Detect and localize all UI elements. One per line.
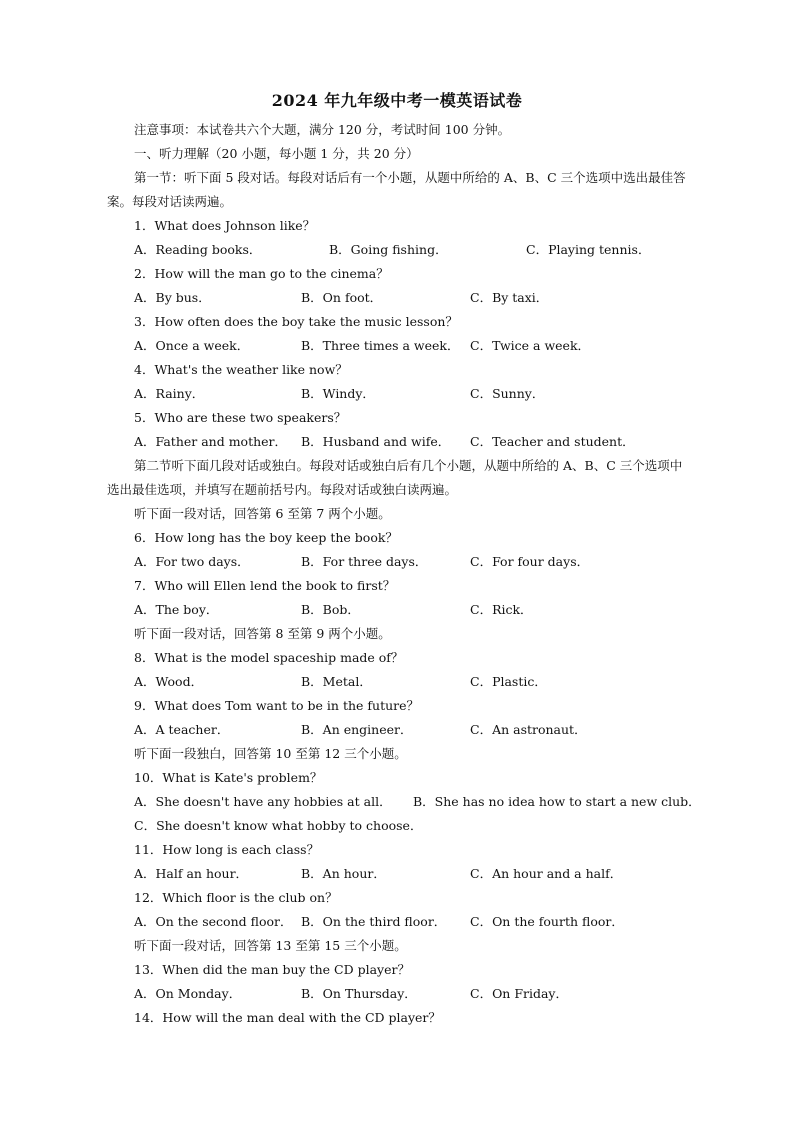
option-c: C．Plastic． — [470, 674, 547, 689]
option-c: C．On Friday． — [470, 986, 568, 1001]
option-a: A．On the second floor． — [134, 914, 293, 929]
option-c: C．An hour and a half． — [470, 866, 623, 881]
option-c: C．She doesn't know what hobby to choose． — [134, 818, 423, 833]
question-13: 13．When did the man buy the CD player？ — [134, 962, 410, 977]
question-8: 8．What is the model spaceship made of？ — [134, 650, 404, 665]
options-10-c — [107, 814, 687, 838]
options-6 — [107, 550, 687, 574]
option-a: A．She doesn't have any hobbies at all． — [134, 794, 392, 809]
instruction-6-7: 听下面一段对话，回答第 6 至第 7 两个小题。 — [134, 506, 391, 521]
option-b: B．Three times a week． — [301, 338, 460, 353]
option-c: C．Teacher and student． — [470, 434, 635, 449]
option-b: B．Bob． — [301, 602, 360, 617]
instruction-8-9: 听下面一段对话，回答第 8 至第 9 两个小题。 — [134, 626, 391, 641]
options-12 — [107, 910, 687, 934]
question-6: 6．How long has the boy keep the book？ — [134, 530, 398, 545]
options-4 — [107, 382, 687, 406]
option-b: B．On the third floor． — [301, 914, 447, 929]
option-b: B．Metal． — [301, 674, 372, 689]
option-a: A．Wood． — [134, 674, 204, 689]
options-13 — [107, 982, 687, 1006]
question-12: 12．Which floor is the club on？ — [134, 890, 338, 905]
section-heading-listening: 一、听力理解（20 小题，每小题 1 分，共 20 分） — [134, 146, 419, 161]
option-c: C．Playing tennis． — [526, 242, 651, 257]
option-c: C．On the fourth floor． — [470, 914, 624, 929]
question-7: 7．Who will Ellen lend the book to first？ — [134, 578, 396, 593]
option-a: A．Rainy． — [134, 386, 205, 401]
options-8 — [107, 670, 687, 694]
option-b: B．On foot． — [301, 290, 383, 305]
option-b: B．She has no idea how to start a new club． — [413, 794, 701, 809]
option-b: B．On Thursday． — [301, 986, 417, 1001]
question-9: 9．What does Tom want to be in the future？ — [134, 698, 420, 713]
option-a: A．Reading books． — [134, 242, 262, 257]
instruction-10-12: 听下面一段独白，回答第 10 至第 12 三个小题。 — [134, 746, 407, 761]
options-3 — [107, 334, 687, 358]
question-5: 5．Who are these two speakers？ — [134, 410, 347, 425]
option-a: A．On Monday． — [134, 986, 242, 1001]
option-b: B．Windy． — [301, 386, 375, 401]
option-b: B．Husband and wife． — [301, 434, 451, 449]
option-c: C．An astronaut． — [470, 722, 587, 737]
option-a: A．For two days． — [134, 554, 250, 569]
options-9 — [107, 718, 687, 742]
options-7 — [107, 598, 687, 622]
options-2 — [107, 286, 687, 310]
option-b: B．For three days． — [301, 554, 428, 569]
option-c: C．By taxi． — [470, 290, 549, 305]
question-1: 1．What does Johnson like？ — [134, 218, 316, 233]
exam-content — [107, 118, 701, 1030]
question-10: 10．What is Kate's problem？ — [134, 770, 323, 785]
notice: 注意事项：本试卷共六个大题，满分 120 分，考试时间 100 分钟。 — [134, 122, 511, 137]
page-title: 2024 年九年级中考一模英语试卷 — [271, 91, 523, 110]
options-5 — [107, 430, 687, 454]
option-c: C．For four days． — [470, 554, 590, 569]
part1-instructions: 第一节：听下面 5 段对话。每段对话后有一个小题，从题中所给的 A、B、C 三个选项中选出最佳答案。每段对话读两遍。 — [107, 170, 686, 209]
option-c: C．Rick． — [470, 602, 533, 617]
question-14: 14．How will the man deal with the CD player？ — [134, 1010, 441, 1025]
option-a: A．The boy． — [134, 602, 219, 617]
question-11: 11．How long is each class？ — [134, 842, 320, 857]
part2-instructions: 第二节听下面几段对话或独白。每段对话或独白后有几个小题，从题中所给的 A、B、C 三个选项中选出最佳选项，并填写在题前括号内。每段对话或独白读两遍。 — [107, 458, 683, 497]
option-c: C．Twice a week． — [470, 338, 591, 353]
option-a: A．Once a week． — [134, 338, 250, 353]
option-b: B．An hour． — [301, 866, 386, 881]
question-2: 2．How will the man go to the cinema？ — [134, 266, 389, 281]
option-c: C．Sunny． — [470, 386, 545, 401]
options-10 — [107, 790, 701, 814]
option-a: A．Father and mother． — [134, 434, 288, 449]
question-3: 3．How often does the boy take the music lesson？ — [134, 314, 458, 329]
option-a: A．By bus． — [134, 290, 211, 305]
option-b: B．An engineer． — [301, 722, 413, 737]
option-a: A．A teacher． — [134, 722, 230, 737]
instruction-13-15: 听下面一段对话，回答第 13 至第 15 三个小题。 — [134, 938, 407, 953]
option-b: B．Going fishing． — [329, 242, 448, 257]
options-1 — [107, 238, 687, 262]
option-a: A．Half an hour． — [134, 866, 249, 881]
options-11 — [107, 862, 687, 886]
question-4: 4．What's the weather like now？ — [134, 362, 348, 377]
